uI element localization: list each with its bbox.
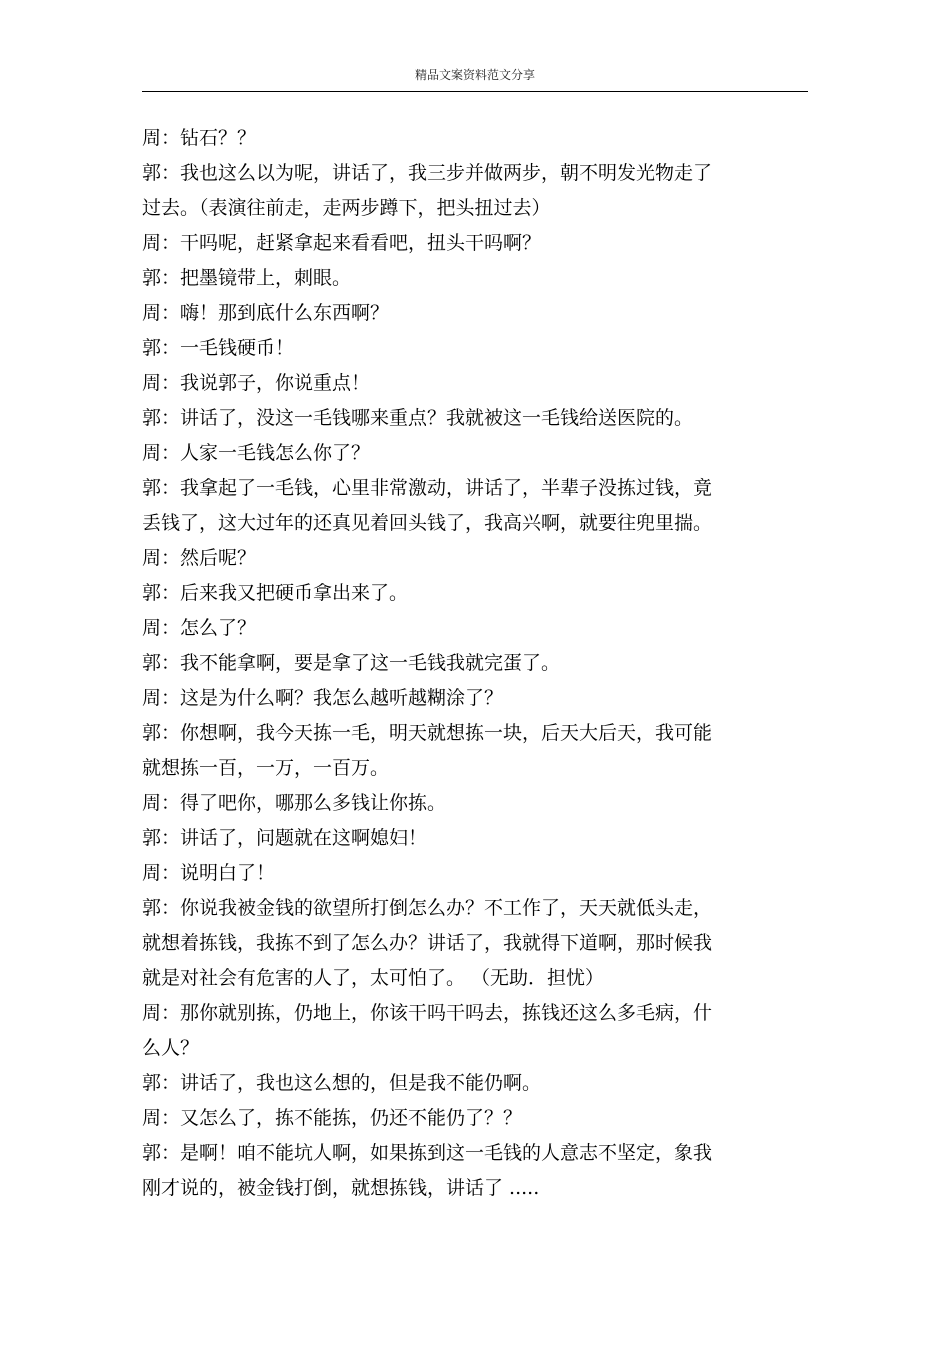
- text-line: 周：那你就别拣，仍地上，你该干吗干吗去，拣钱还这么多毛病，什: [142, 1002, 713, 1024]
- text-line: 周：我说郭子，你说重点！: [142, 372, 371, 394]
- text-line: 就想拣一百，一万，一百万。: [142, 757, 390, 779]
- text-line: 周：又怎么了，拣不能拣，仍还不能仍了？？: [142, 1107, 523, 1129]
- text-line: 周：说明白了！: [142, 862, 276, 884]
- text-line: 郭：后来我又把硬币拿出来了。: [142, 582, 409, 604]
- header-divider: [142, 91, 808, 92]
- document-body: [142, 121, 808, 1206]
- text-line: 周：得了吧你，哪那么多钱让你拣。: [142, 792, 447, 814]
- text-line: 么人？: [142, 1037, 200, 1059]
- text-line: 周：嗨！那到底什么东西啊？: [142, 302, 390, 324]
- text-line: 郭：一毛钱硬币！: [142, 337, 295, 359]
- text-line: 就想着拣钱，我拣不到了怎么办？讲话了，我就得下道啊，那时候我: [142, 932, 713, 954]
- text-line: 就是对社会有危害的人了，太可怕了。 （无助．担忧）: [142, 967, 605, 989]
- text-line: 郭：我拿起了一毛钱，心里非常激动，讲话了，半辈子没拣过钱，竟: [142, 477, 713, 499]
- text-line: 刚才说的，被金钱打倒，就想拣钱，讲话了 .....: [142, 1177, 540, 1199]
- text-line: 郭：是啊！咱不能坑人啊，如果拣到这一毛钱的人意志不坚定，象我: [142, 1142, 713, 1164]
- text-line: 周：怎么了？: [142, 617, 257, 639]
- text-line: 周：这是为什么啊？我怎么越听越糊涂了？: [142, 687, 504, 709]
- page-header: 精品文案资料范文分享: [414, 68, 535, 82]
- text-line: 郭：你说我被金钱的欲望所打倒怎么办？不工作了，天天就低头走，: [142, 897, 713, 919]
- text-line: 郭：讲话了，没这一毛钱哪来重点？我就被这一毛钱给送医院的。: [142, 407, 694, 429]
- text-line: 丢钱了，这大过年的还真见着回头钱了，我高兴啊，就要往兜里揣。: [142, 512, 713, 534]
- text-line: 郭：你想啊，我今天拣一毛，明天就想拣一块，后天大后天，我可能: [142, 722, 713, 744]
- text-line: 周：人家一毛钱怎么你了？: [142, 442, 371, 464]
- text-line: 周：干吗呢，赶紧拿起来看看吧，扭头干吗啊？: [142, 232, 542, 254]
- text-line: 郭：把墨镜带上，刺眼。: [142, 267, 352, 289]
- text-line: 郭：我不能拿啊，要是拿了这一毛钱我就完蛋了。: [142, 652, 561, 674]
- text-line: 周：然后呢？: [142, 547, 257, 569]
- text-line: 过去。（表演往前走，走两步蹲下，把头扭过去）: [142, 197, 551, 219]
- text-line: 郭：我也这么以为呢，讲话了，我三步并做两步，朝不明发光物走了: [142, 162, 713, 184]
- text-line: 郭：讲话了，问题就在这啊媳妇！: [142, 827, 428, 849]
- text-line: 郭：讲话了，我也这么想的，但是我不能仍啊。: [142, 1072, 542, 1094]
- text-line: 周：钻石？？: [142, 127, 257, 149]
